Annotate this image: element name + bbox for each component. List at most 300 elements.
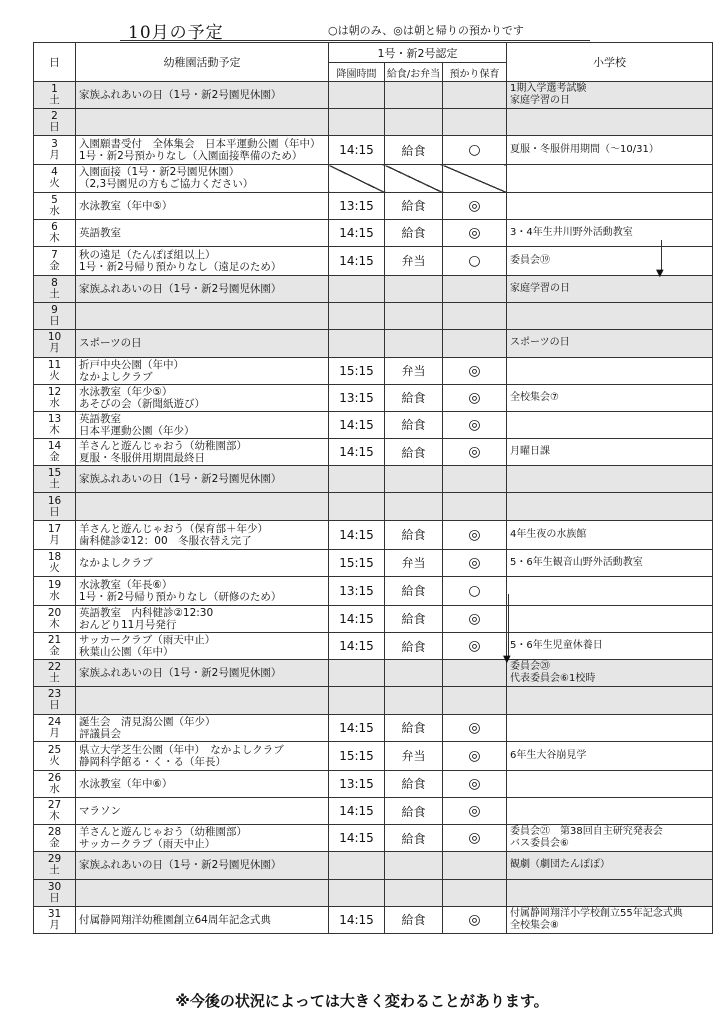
activity-line-2: 歯科健診②12：00 冬服衣替え完了 bbox=[79, 534, 252, 547]
arrow-oct18-20 bbox=[508, 594, 509, 658]
dismissal-time-cell: 13:15 bbox=[329, 192, 385, 219]
childcare-cell bbox=[443, 109, 507, 136]
meal-cell: 給食 bbox=[385, 633, 443, 660]
schedule-row bbox=[34, 825, 713, 852]
activity-line-2: サッカークラブ（雨天中止） bbox=[79, 838, 216, 851]
activity-cell bbox=[76, 136, 329, 165]
header-certification-group: 1号・新2号認定 bbox=[329, 43, 507, 63]
day-number: 16 bbox=[47, 494, 62, 507]
day-cell bbox=[34, 770, 76, 797]
activity-line-1: マラソン bbox=[79, 805, 121, 818]
day-cell bbox=[34, 520, 76, 549]
schedule-row bbox=[34, 82, 713, 109]
day-number: 7 bbox=[51, 248, 58, 261]
arrow-head-icon: ▼ bbox=[503, 654, 511, 665]
weekday: 日 bbox=[49, 699, 60, 712]
activity-line-1: 羊さんと遊んじゃおう（幼稚園部） bbox=[79, 440, 247, 453]
school-line-2: バス委員会⑥ bbox=[510, 838, 569, 850]
activity-line-1: 英語教室 bbox=[79, 226, 121, 239]
activity-line-1: 水泳教室（年少⑤） bbox=[79, 385, 173, 398]
header-activity: 幼稚園活動予定 bbox=[76, 43, 329, 82]
activity-cell bbox=[76, 109, 329, 136]
school-cell bbox=[507, 520, 713, 549]
activity-line-1: 水泳教室（年長⑥） bbox=[79, 578, 173, 591]
school-cell bbox=[507, 906, 713, 933]
activity-cell bbox=[76, 906, 329, 933]
school-line-1: 夏服・冬服併用期間（～10/31） bbox=[510, 144, 659, 156]
school-line-1: 4年生夜の水族館 bbox=[510, 528, 587, 540]
school-cell bbox=[507, 852, 713, 879]
care-legend: ○は朝のみ、◎は朝と帰りの預かりです bbox=[328, 24, 524, 37]
day-cell bbox=[34, 605, 76, 632]
dismissal-time-cell: 14:15 bbox=[329, 906, 385, 933]
weekday: 土 bbox=[49, 864, 60, 877]
childcare-cell bbox=[443, 82, 507, 109]
activity-line-2: 静岡科学館る・く・る（年長） bbox=[79, 755, 226, 768]
day-number: 11 bbox=[47, 358, 62, 371]
day-cell bbox=[34, 219, 76, 246]
activity-cell bbox=[76, 384, 329, 411]
dismissal-time-cell: 15:15 bbox=[329, 741, 385, 770]
day-cell bbox=[34, 246, 76, 275]
meal-cell: 弁当 bbox=[385, 741, 443, 770]
day-number: 18 bbox=[47, 550, 62, 563]
meal-cell bbox=[385, 303, 443, 330]
activity-cell bbox=[76, 219, 329, 246]
weekday: 金 bbox=[49, 645, 60, 658]
meal-cell: 給食 bbox=[385, 605, 443, 632]
schedule-row bbox=[34, 906, 713, 933]
dismissal-time-cell: 15:15 bbox=[329, 357, 385, 384]
school-cell bbox=[507, 439, 713, 466]
activity-cell bbox=[76, 879, 329, 906]
weekday: 日 bbox=[49, 315, 60, 328]
childcare-cell: ◎ bbox=[443, 411, 507, 438]
day-number: 28 bbox=[47, 826, 62, 839]
childcare-cell bbox=[443, 303, 507, 330]
weekday: 日 bbox=[49, 891, 60, 904]
school-cell bbox=[507, 549, 713, 576]
activity-line-1: 水泳教室（年中⑤） bbox=[79, 199, 173, 212]
meal-cell: 弁当 bbox=[385, 246, 443, 275]
day-cell bbox=[34, 136, 76, 165]
activity-line-1: 羊さんと遊んじゃおう（保育部＋年少） bbox=[79, 522, 268, 535]
dismissal-time-cell: 14:15 bbox=[329, 605, 385, 632]
weekday: 金 bbox=[49, 259, 60, 272]
dismissal-time-cell bbox=[329, 493, 385, 520]
schedule-row bbox=[34, 357, 713, 384]
day-cell bbox=[34, 303, 76, 330]
schedule-row bbox=[34, 879, 713, 906]
meal-cell bbox=[385, 275, 443, 302]
day-cell bbox=[34, 633, 76, 660]
school-line-1: 委員会⑲ bbox=[510, 254, 550, 266]
dismissal-time-cell: 14:15 bbox=[329, 520, 385, 549]
activity-line-1: 折戸中央公園（年中） bbox=[79, 358, 184, 371]
childcare-cell: ◎ bbox=[443, 741, 507, 770]
childcare-cell bbox=[443, 687, 507, 714]
meal-cell bbox=[385, 330, 443, 357]
day-cell bbox=[34, 357, 76, 384]
childcare-cell bbox=[443, 879, 507, 906]
school-line-1: 委員会㉑ 第38回自主研究発表会 bbox=[510, 826, 663, 838]
day-number: 8 bbox=[51, 277, 58, 290]
activity-line-2: なかよしクラブ bbox=[79, 370, 153, 383]
meal-cell: 給食 bbox=[385, 825, 443, 852]
dismissal-time-cell: 13:15 bbox=[329, 770, 385, 797]
dismissal-time-cell bbox=[329, 852, 385, 879]
activity-cell bbox=[76, 357, 329, 384]
day-number: 5 bbox=[51, 193, 58, 206]
activity-line-1: 家族ふれあいの日（1号・新2号園児休園） bbox=[79, 283, 282, 296]
day-cell bbox=[34, 879, 76, 906]
meal-cell: 給食 bbox=[385, 219, 443, 246]
day-number: 29 bbox=[47, 853, 62, 866]
activity-line-1: 誕生会 清見潟公園（年少） bbox=[79, 715, 216, 728]
school-cell bbox=[507, 192, 713, 219]
day-number: 26 bbox=[47, 771, 62, 784]
activity-cell bbox=[76, 633, 329, 660]
school-line-2: 代表委員会⑥1校時 bbox=[510, 673, 596, 685]
school-cell bbox=[507, 275, 713, 302]
activity-line-1: 水泳教室（年中⑥） bbox=[79, 777, 173, 790]
day-cell bbox=[34, 687, 76, 714]
day-cell bbox=[34, 411, 76, 438]
activity-line-1: 英語教室 bbox=[79, 412, 121, 425]
dismissal-time-cell: 14:15 bbox=[329, 633, 385, 660]
activity-cell bbox=[76, 770, 329, 797]
day-number: 25 bbox=[47, 743, 62, 756]
childcare-cell: ◎ bbox=[443, 605, 507, 632]
dismissal-time-cell: 14:15 bbox=[329, 439, 385, 466]
school-line-1: 委員会⑳ bbox=[510, 661, 550, 673]
day-number: 6 bbox=[51, 220, 58, 233]
schedule-row bbox=[34, 493, 713, 520]
activity-line-1: 家族ふれあいの日（1号・新2号園児休園） bbox=[79, 667, 282, 680]
childcare-cell bbox=[443, 330, 507, 357]
dismissal-time-cell: 14:15 bbox=[329, 136, 385, 165]
childcare-cell: ◎ bbox=[443, 906, 507, 933]
day-number: 2 bbox=[51, 110, 58, 123]
header-elementary-school: 小学校 bbox=[507, 43, 713, 82]
activity-cell bbox=[76, 825, 329, 852]
activity-line-2: （2,3号園児の方もご協力ください） bbox=[79, 178, 254, 191]
activity-cell bbox=[76, 303, 329, 330]
meal-cell: 給食 bbox=[385, 136, 443, 165]
activity-line-2: 1号・新2号帰り預かりなし（研修のため） bbox=[79, 590, 282, 603]
day-number: 31 bbox=[47, 907, 62, 920]
childcare-cell: ○ bbox=[443, 576, 507, 605]
school-line-1: 家庭学習の日 bbox=[510, 283, 570, 295]
meal-cell bbox=[385, 687, 443, 714]
day-cell bbox=[34, 439, 76, 466]
day-cell bbox=[34, 109, 76, 136]
school-cell bbox=[507, 411, 713, 438]
weekday: 水 bbox=[49, 589, 60, 602]
dismissal-time-cell: 14:15 bbox=[329, 825, 385, 852]
activity-cell bbox=[76, 576, 329, 605]
dismissal-time-cell bbox=[329, 660, 385, 687]
meal-cell: 給食 bbox=[385, 384, 443, 411]
school-cell bbox=[507, 384, 713, 411]
activity-cell bbox=[76, 466, 329, 493]
day-number: 30 bbox=[47, 880, 62, 893]
day-number: 15 bbox=[47, 467, 62, 480]
school-cell bbox=[507, 687, 713, 714]
schedule-row bbox=[34, 246, 713, 275]
school-cell bbox=[507, 219, 713, 246]
activity-line-1: 家族ふれあいの日（1号・新2号園児休園） bbox=[79, 473, 282, 486]
school-cell bbox=[507, 493, 713, 520]
childcare-cell bbox=[443, 660, 507, 687]
weekday: 土 bbox=[49, 94, 60, 107]
day-cell bbox=[34, 741, 76, 770]
school-cell bbox=[507, 330, 713, 357]
school-line-1: 5・6年生児童休養日 bbox=[510, 640, 603, 652]
school-cell bbox=[507, 741, 713, 770]
activity-line-1: 県立大学芝生公園（年中） なかよしクラブ bbox=[79, 743, 284, 756]
childcare-cell: ◎ bbox=[443, 384, 507, 411]
day-number: 27 bbox=[47, 799, 62, 812]
school-cell bbox=[507, 303, 713, 330]
schedule-rows bbox=[34, 82, 713, 934]
meal-cell bbox=[385, 466, 443, 493]
weekday: 月 bbox=[49, 342, 60, 355]
day-cell bbox=[34, 549, 76, 576]
header-dismissal-time: 降園時間 bbox=[329, 63, 385, 82]
childcare-cell bbox=[443, 852, 507, 879]
activity-cell bbox=[76, 165, 329, 192]
weekday: 月 bbox=[49, 533, 60, 546]
weekday: 日 bbox=[49, 505, 60, 518]
activity-cell bbox=[76, 687, 329, 714]
day-number: 3 bbox=[51, 138, 58, 151]
day-number: 17 bbox=[47, 522, 62, 535]
activity-line-1: 入園願書受付 全体集会 日本平運動公園（年中） bbox=[79, 138, 321, 151]
schedule-row bbox=[34, 466, 713, 493]
day-number: 4 bbox=[51, 166, 58, 179]
schedule-row bbox=[34, 411, 713, 438]
activity-line-1: 家族ふれあいの日（1号・新2号園児休園） bbox=[79, 89, 282, 102]
activity-line-2: おんどり11月号発行 bbox=[79, 618, 177, 631]
schedule-row bbox=[34, 192, 713, 219]
childcare-cell: ◎ bbox=[443, 797, 507, 824]
meal-cell: 給食 bbox=[385, 192, 443, 219]
dismissal-time-cell bbox=[329, 275, 385, 302]
childcare-cell bbox=[443, 275, 507, 302]
weekday: 金 bbox=[49, 837, 60, 850]
activity-cell bbox=[76, 192, 329, 219]
weekday: 金 bbox=[49, 451, 60, 464]
activity-line-2: 1号・新2号預かりなし（入園面接準備のため） bbox=[79, 150, 303, 163]
schedule-row bbox=[34, 219, 713, 246]
activity-cell bbox=[76, 660, 329, 687]
childcare-cell: ◎ bbox=[443, 357, 507, 384]
day-cell bbox=[34, 165, 76, 192]
weekday: 水 bbox=[49, 782, 60, 795]
schedule-row bbox=[34, 303, 713, 330]
day-number: 20 bbox=[47, 606, 62, 619]
meal-cell bbox=[385, 493, 443, 520]
day-number: 21 bbox=[47, 634, 62, 647]
meal-cell: 給食 bbox=[385, 439, 443, 466]
schedule-row bbox=[34, 520, 713, 549]
meal-cell: 給食 bbox=[385, 797, 443, 824]
dismissal-time-cell: 14:15 bbox=[329, 411, 385, 438]
schedule-row bbox=[34, 714, 713, 741]
school-cell bbox=[507, 466, 713, 493]
dismissal-time-cell bbox=[329, 303, 385, 330]
activity-line-2: 秋葉山公園（年中） bbox=[79, 646, 174, 659]
meal-cell bbox=[385, 165, 443, 192]
dismissal-time-cell bbox=[329, 82, 385, 109]
schedule-row bbox=[34, 275, 713, 302]
school-cell bbox=[507, 576, 713, 605]
activity-line-1: なかよしクラブ bbox=[79, 556, 153, 569]
day-cell bbox=[34, 82, 76, 109]
activity-cell bbox=[76, 549, 329, 576]
weekday: 木 bbox=[49, 423, 60, 436]
day-cell bbox=[34, 660, 76, 687]
school-cell bbox=[507, 714, 713, 741]
childcare-cell bbox=[443, 466, 507, 493]
dismissal-time-cell: 13:15 bbox=[329, 384, 385, 411]
childcare-cell: ◎ bbox=[443, 520, 507, 549]
weekday: 木 bbox=[49, 617, 60, 630]
weekday: 日 bbox=[49, 121, 60, 134]
schedule-row bbox=[34, 109, 713, 136]
childcare-cell: ◎ bbox=[443, 714, 507, 741]
meal-cell bbox=[385, 879, 443, 906]
schedule-row bbox=[34, 165, 713, 192]
activity-cell bbox=[76, 82, 329, 109]
dismissal-time-cell: 14:15 bbox=[329, 219, 385, 246]
schedule-row bbox=[34, 439, 713, 466]
school-line-1: 6年生大谷崩見学 bbox=[510, 749, 587, 761]
school-cell bbox=[507, 825, 713, 852]
school-cell bbox=[507, 357, 713, 384]
activity-line-1: 英語教室 内科健診②12:30 bbox=[79, 606, 214, 619]
day-cell bbox=[34, 825, 76, 852]
meal-cell: 給食 bbox=[385, 906, 443, 933]
childcare-cell: ◎ bbox=[443, 439, 507, 466]
school-line-1: 1期入学選考試験 bbox=[510, 83, 587, 95]
activity-line-2: 1号・新2号帰り預かりなし（遠足のため） bbox=[79, 260, 282, 273]
school-cell bbox=[507, 633, 713, 660]
school-line-1: 付属静岡翔洋小学校創立55年記念式典 bbox=[510, 907, 683, 919]
day-number: 10 bbox=[47, 331, 62, 344]
day-number: 1 bbox=[51, 83, 58, 96]
dismissal-time-cell bbox=[329, 109, 385, 136]
dismissal-time-cell bbox=[329, 165, 385, 192]
weekday: 月 bbox=[49, 149, 60, 162]
activity-line-2: 日本平運動公園（年少） bbox=[79, 424, 195, 437]
activity-cell bbox=[76, 520, 329, 549]
day-number: 22 bbox=[47, 661, 62, 674]
schedule-row bbox=[34, 549, 713, 576]
day-number: 14 bbox=[47, 440, 62, 453]
activity-cell bbox=[76, 605, 329, 632]
childcare-cell bbox=[443, 493, 507, 520]
activity-line-1: スポーツの日 bbox=[79, 337, 142, 350]
october-schedule-table bbox=[33, 42, 713, 934]
activity-line-1: 入園面接（1号・新2号園児休園） bbox=[79, 166, 240, 179]
activity-line-1: 秋の遠足（たんぽぽ組以上） bbox=[79, 248, 216, 261]
schedule-row bbox=[34, 852, 713, 879]
activity-cell bbox=[76, 797, 329, 824]
activity-line-1: 付属静岡翔洋幼稚園創立64周年記念式典 bbox=[79, 913, 271, 926]
weekday: 水 bbox=[49, 396, 60, 409]
activity-line-1: サッカークラブ（雨天中止） bbox=[79, 634, 216, 647]
header-day: 日 bbox=[34, 43, 76, 82]
weekday: 月 bbox=[49, 918, 60, 931]
dismissal-time-cell bbox=[329, 879, 385, 906]
schedule-row bbox=[34, 770, 713, 797]
page-title: 10月の予定 bbox=[128, 23, 224, 43]
school-cell bbox=[507, 82, 713, 109]
childcare-cell: ◎ bbox=[443, 219, 507, 246]
activity-line-2: あそびの会（新聞紙遊び） bbox=[79, 397, 205, 410]
weekday: 木 bbox=[49, 810, 60, 823]
title-underline bbox=[120, 40, 590, 41]
weekday: 月 bbox=[49, 726, 60, 739]
meal-cell bbox=[385, 660, 443, 687]
activity-cell bbox=[76, 439, 329, 466]
meal-cell bbox=[385, 82, 443, 109]
schedule-row bbox=[34, 797, 713, 824]
activity-line-1: 羊さんと遊んじゃおう（幼稚園部） bbox=[79, 826, 247, 839]
childcare-cell: ◎ bbox=[443, 549, 507, 576]
school-cell bbox=[507, 660, 713, 687]
meal-cell bbox=[385, 109, 443, 136]
activity-cell bbox=[76, 852, 329, 879]
day-number: 9 bbox=[51, 304, 58, 317]
dismissal-time-cell: 14:15 bbox=[329, 714, 385, 741]
school-cell bbox=[507, 246, 713, 275]
schedule-row bbox=[34, 660, 713, 687]
activity-cell bbox=[76, 493, 329, 520]
day-cell bbox=[34, 192, 76, 219]
schedule-row bbox=[34, 576, 713, 605]
schedule-row bbox=[34, 741, 713, 770]
meal-cell: 給食 bbox=[385, 714, 443, 741]
day-cell bbox=[34, 384, 76, 411]
school-cell bbox=[507, 605, 713, 632]
schedule-row bbox=[34, 384, 713, 411]
schedule-row bbox=[34, 605, 713, 632]
meal-cell: 給食 bbox=[385, 576, 443, 605]
day-number: 23 bbox=[47, 688, 62, 701]
school-cell bbox=[507, 136, 713, 165]
childcare-cell: ◎ bbox=[443, 825, 507, 852]
schedule-row bbox=[34, 633, 713, 660]
weekday: 火 bbox=[49, 754, 60, 767]
day-number: 13 bbox=[47, 412, 62, 425]
meal-cell: 弁当 bbox=[385, 357, 443, 384]
dismissal-time-cell bbox=[329, 687, 385, 714]
weekday: 土 bbox=[49, 478, 60, 491]
childcare-cell: ◎ bbox=[443, 633, 507, 660]
day-number: 24 bbox=[47, 715, 62, 728]
school-line-1: スポーツの日 bbox=[510, 337, 570, 349]
day-number: 12 bbox=[47, 385, 62, 398]
day-cell bbox=[34, 330, 76, 357]
day-cell bbox=[34, 275, 76, 302]
dismissal-time-cell: 14:15 bbox=[329, 797, 385, 824]
activity-cell bbox=[76, 330, 329, 357]
childcare-cell: ◎ bbox=[443, 192, 507, 219]
childcare-cell bbox=[443, 165, 507, 192]
